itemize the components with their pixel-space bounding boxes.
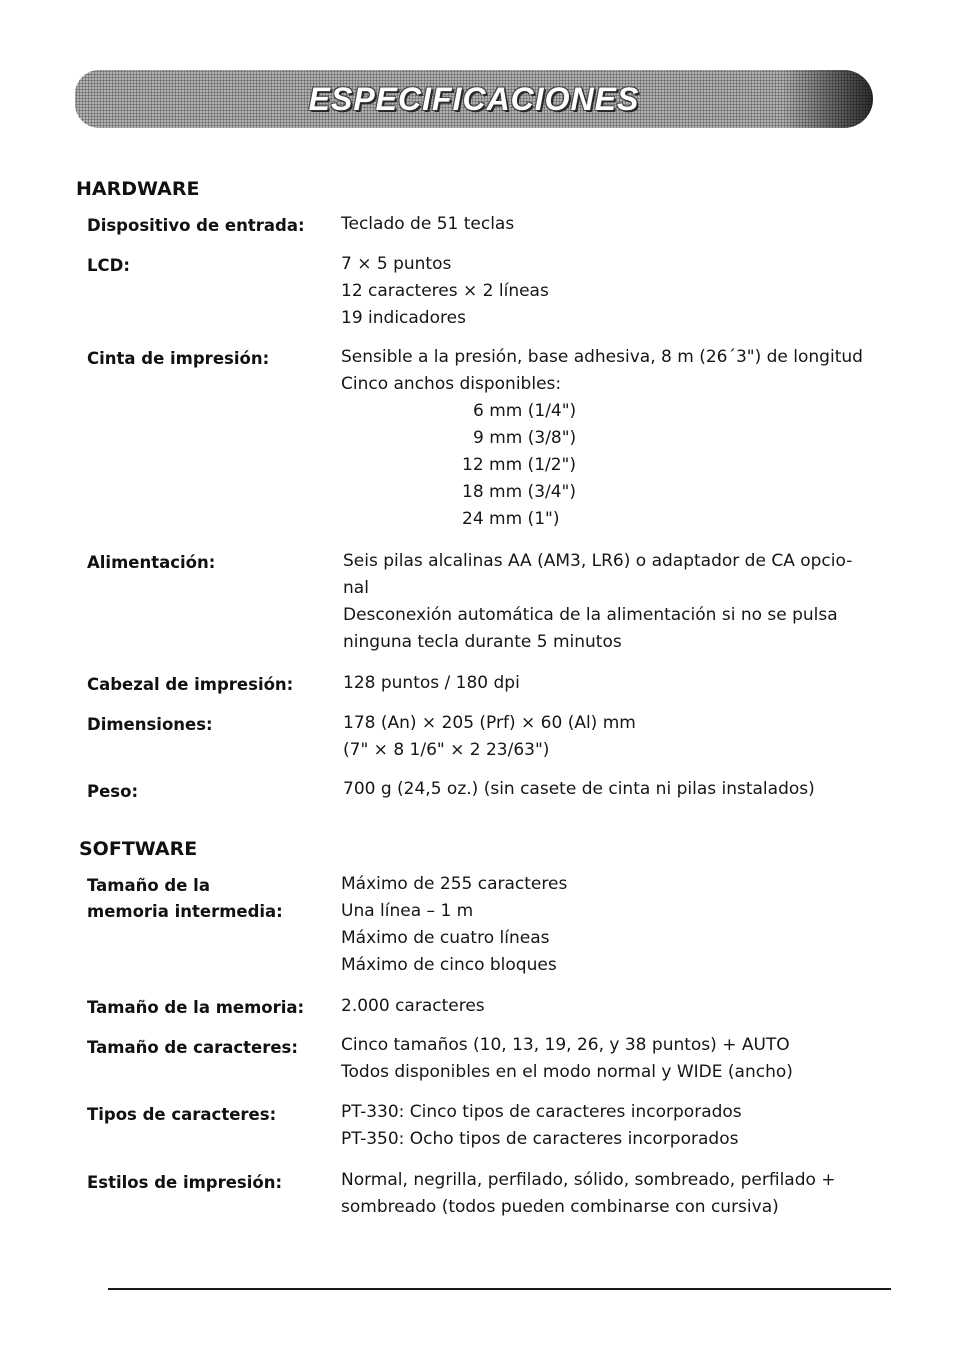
spec-label-char-size: Tamaño de caracteres: — [87, 1038, 298, 1057]
spec-label-input-device: Dispositivo de entrada: — [87, 216, 305, 235]
spec-value-line: Cinco anchos disponibles: — [341, 374, 562, 394]
spec-value-char-size — [341, 1032, 793, 1086]
spec-label-line: Tamaño de la — [87, 876, 210, 895]
footer-divider — [108, 1288, 891, 1290]
spec-value-line: PT-330: Cinco tipos de caracteres incorporados — [341, 1102, 742, 1122]
hardware-heading: HARDWARE — [76, 178, 200, 200]
spec-value-line: 700 g (24,5 oz.) (sin casete de cinta ni pilas instalados) — [343, 779, 815, 799]
spec-label-power: Alimentación: — [87, 553, 216, 572]
tape-width-item: 6 mm (1/4") — [473, 401, 577, 421]
spec-value-char-types — [341, 1099, 742, 1153]
spec-value-line: PT-350: Ocho tipos de caracteres incorporados — [341, 1129, 739, 1149]
spec-value-line: 12 caracteres × 2 líneas — [341, 281, 549, 301]
spec-value-weight — [343, 776, 815, 803]
spec-value-line: 7 × 5 puntos — [341, 254, 452, 274]
spec-value-line: Una línea – 1 m — [341, 901, 474, 921]
tape-width-item: 9 mm (3/8") — [473, 428, 577, 448]
tape-width-item: 18 mm (3/4") — [462, 482, 577, 502]
spec-value-line: 19 indicadores — [341, 308, 466, 328]
spec-value-line: Máximo de 255 caracteres — [341, 874, 568, 894]
spec-value-line: Todos disponibles en el modo normal y WIDE (ancho) — [341, 1062, 793, 1082]
title-banner — [75, 70, 873, 128]
spec-value-line: Normal, negrilla, perfilado, sólido, sombreado, perfilado + — [341, 1170, 836, 1190]
spec-value-line: Desconexión automática de la alimentación si no se pulsa — [343, 605, 838, 625]
spec-label-weight: Peso: — [87, 782, 139, 801]
spec-value-buffer — [341, 871, 567, 979]
spec-value-tape — [341, 344, 863, 533]
spec-label-tape: Cinta de impresión: — [87, 349, 270, 368]
spec-value-line: sombreado (todos pueden combinarse con cursiva) — [341, 1197, 779, 1217]
spec-value-line: Máximo de cuatro líneas — [341, 928, 550, 948]
spec-value-line: ninguna tecla durante 5 minutos — [343, 632, 622, 652]
spec-value-line: Sensible a la presión, base adhesiva, 8 m (26´3") de longitud — [341, 347, 863, 367]
spec-value-memory — [341, 993, 485, 1020]
spec-label-dimensions: Dimensiones: — [87, 715, 213, 734]
tape-width-item: 12 mm (1/2") — [462, 455, 577, 475]
spec-value-line: Teclado de 51 teclas — [341, 214, 515, 234]
spec-value-line: (7" × 8 1/6" × 2 23/63") — [343, 740, 550, 760]
page-title: ESPECIFICACIONES — [308, 81, 640, 117]
spec-label-memory: Tamaño de la memoria: — [87, 998, 305, 1017]
spec-value-input-device — [341, 211, 514, 238]
spec-value-line: 178 (An) × 205 (Prf) × 60 (Al) mm — [343, 713, 636, 733]
software-heading: SOFTWARE — [79, 838, 198, 860]
spec-value-line: 128 puntos / 180 dpi — [343, 673, 520, 693]
spec-value-dimensions — [343, 710, 636, 764]
spec-label-char-types: Tipos de caracteres: — [87, 1105, 277, 1124]
spec-label-line: memoria intermedia: — [87, 902, 283, 921]
spec-value-line: Cinco tamaños (10, 13, 19, 26, y 38 puntos) + AUTO — [341, 1035, 790, 1055]
spec-value-print-styles — [341, 1167, 836, 1221]
spec-label-print-styles: Estilos de impresión: — [87, 1173, 283, 1192]
tape-width-item: 24 mm (1") — [462, 509, 560, 529]
spec-value-line: nal — [343, 578, 369, 598]
spec-label-buffer — [87, 873, 283, 925]
spec-value-power — [343, 548, 852, 656]
spec-value-lcd — [341, 251, 549, 332]
spec-value-line: Máximo de cinco bloques — [341, 955, 557, 975]
spec-value-print-head — [343, 670, 520, 697]
spec-value-line: Seis pilas alcalinas AA (AM3, LR6) o adaptador de CA opcio- — [343, 551, 853, 571]
spec-label-lcd: LCD: — [87, 256, 130, 275]
spec-label-print-head: Cabezal de impresión: — [87, 675, 294, 694]
spec-value-line: 2.000 caracteres — [341, 996, 485, 1016]
